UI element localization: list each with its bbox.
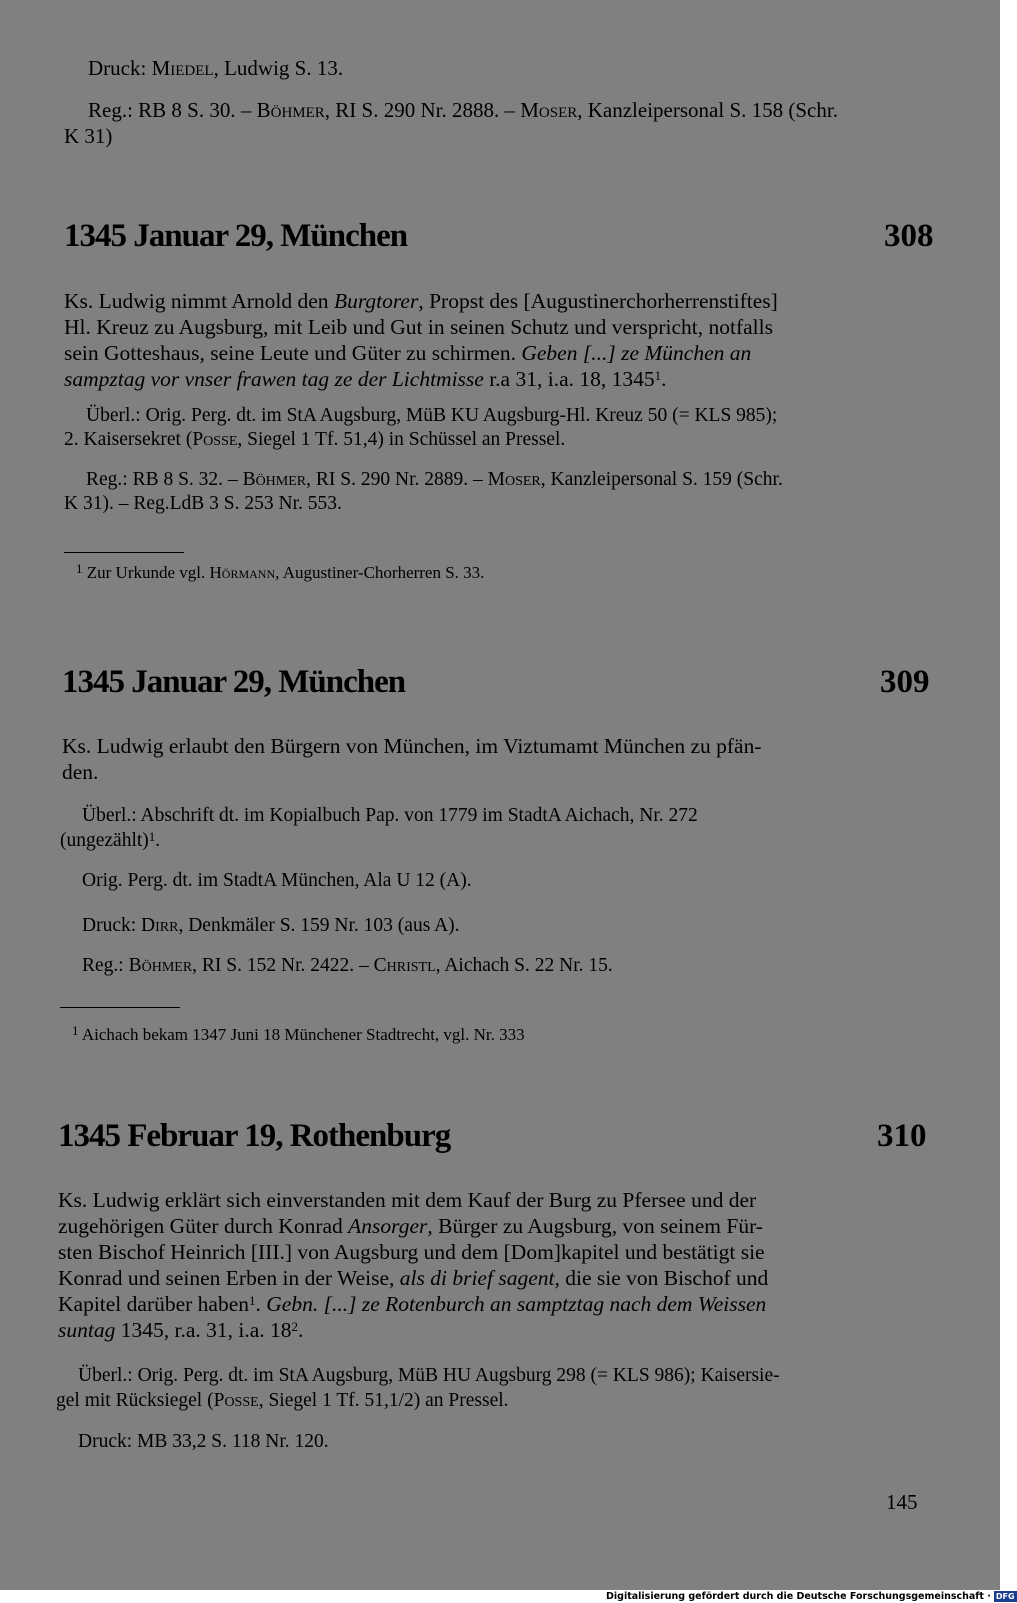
entry-title: 1345 Februar 19, Rothenburg [58, 1118, 451, 1154]
dfg-credit-footer [606, 1590, 1017, 1603]
quote-italic: als di brief sagent [399, 1266, 555, 1290]
author: Miedel [151, 56, 214, 80]
text: , RI S. 152 Nr. 2422. – [192, 955, 374, 976]
author: Moser [520, 98, 578, 122]
author: Hörmann [209, 563, 276, 582]
name-italic: Ansorger [348, 1214, 428, 1238]
text-line: Druck: MB 33,2 S. 118 Nr. 120. [78, 1431, 329, 1452]
body-line: Hl. Kreuz zu Augsburg, mit Leib und Gut in seinen Schutz und verspricht, notfalls [64, 315, 773, 339]
text: Reg.: RB 8 S. 30. – [88, 98, 257, 122]
text-line [86, 468, 783, 492]
body-line [58, 1266, 768, 1292]
credit-text: Digitalisierung gefördert durch die Deutsche Forschungsgemeinschaft · [606, 1591, 991, 1602]
text: gel mit Rücksiegel ( [56, 1390, 214, 1411]
druck-line [88, 56, 343, 81]
text: Reg.: [82, 955, 129, 976]
body-line: Kapitel darüber haben$^1$. Gebn. [...] ze Rotenburch an samptztag nach dem Weissen [58, 1292, 767, 1316]
text: , Propst des [Augustinerchorherrenstiftes] [418, 289, 778, 313]
text: Aichach bekam 1347 Juni 18 Münchener Stadtrecht, vgl. Nr. 333 [81, 1025, 525, 1044]
text: sein Gotteshaus, seine Leute und Güter zu schirmen. [64, 341, 516, 365]
footnote-mark: 1 [654, 368, 662, 383]
quote-italic: sampztag vor vnser frawen tag ze der Lichtmisse [64, 367, 484, 391]
text-line: K 31). – Reg.LdB 3 S. 253 Nr. 553. [64, 493, 342, 514]
body-line: den. [62, 760, 99, 784]
text: zugehörigen Güter durch Konrad [58, 1214, 343, 1238]
footnote-rule [60, 1007, 180, 1008]
footnote-mark: 1 [148, 829, 156, 844]
entry-number: 309 [880, 664, 930, 700]
text: , Ludwig S. 13. [213, 56, 344, 80]
footnote-mark: 2 [291, 1319, 299, 1334]
body-line: Ks. Ludwig erklärt sich einverstanden mit dem Kauf der Burg zu Pfersee und der [58, 1188, 757, 1212]
text: , Augustiner-Chorherren S. 33. [275, 563, 485, 582]
body-line [64, 289, 778, 315]
text-line: Orig. Perg. dt. im StadtA München, Ala U 12 (A). [82, 870, 472, 891]
footnote-mark: 1 [249, 1293, 256, 1308]
dfg-logo: DFG [995, 1592, 1015, 1601]
entry-number: 308 [884, 218, 934, 254]
body-line: Ks. Ludwig erlaubt den Bürgern von München, im Viztumamt München zu pfän- [62, 734, 762, 758]
text: , RI S. 290 Nr. 2889. – [306, 469, 488, 490]
text: , die sie von Bischof und [554, 1266, 769, 1290]
text: , Siegel 1 Tf. 51,1/2) an Pressel. [258, 1390, 509, 1411]
author: Christl [373, 955, 436, 976]
quote-italic: Geben [...] ze München an [521, 341, 752, 365]
body-line [64, 367, 667, 393]
entry-header [0, 664, 1000, 708]
entry-header [0, 218, 1000, 262]
text-line: Überl.: Orig. Perg. dt. im StA Augsburg, MüB KU Augsburg-Hl. Kreuz 50 (= KLS 985); [86, 405, 778, 426]
text: , Siegel 1 Tf. 51,4) in Schüssel an Pressel. [237, 429, 566, 450]
body-line: suntag 1345, r.a. 31, i.a. $18^2$. [58, 1318, 304, 1342]
text: r.a 31, i.a. 18, 1345 [483, 367, 655, 391]
entry-title: 1345 Januar 29, München [62, 664, 406, 700]
text: Reg.: RB 8 S. 32. – [86, 469, 243, 490]
text: , Bürger zu Augsburg, von seinem Für- [427, 1214, 763, 1238]
text: , Kanzleipersonal S. 158 (Schr. [577, 98, 838, 122]
author: Dirr [141, 915, 179, 936]
footnote-mark: 1 [72, 1023, 79, 1038]
page-number: 145 [886, 1490, 918, 1514]
entry-title: 1345 Januar 29, München [64, 218, 408, 254]
footnote-rule [64, 552, 184, 553]
text-line [64, 428, 565, 452]
text: , Kanzleipersonal S. 159 (Schr. [540, 469, 783, 490]
entry-header [0, 1118, 1000, 1162]
author: Böhmer [242, 469, 307, 490]
author: Posse [192, 429, 238, 450]
text: Druck: [82, 915, 142, 936]
text: 2. Kaisersekret ( [64, 429, 193, 450]
quote-italic: Gebn. [...] ze Rotenburch an samptztag nach dem Weissen [266, 1292, 767, 1316]
body-line: sten Bischof Heinrich [III.] von Augsburg und dem [Dom]kapitel und bestätigt sie [58, 1240, 765, 1264]
text: (ungezählt) [60, 830, 149, 851]
text: Kapitel darüber haben [58, 1292, 250, 1316]
entry-number: 310 [877, 1118, 927, 1154]
body-line [58, 1214, 763, 1240]
scanned-page: Druck: Miedel, Ludwig S. 13. Reg.: RB 8 S. 30. – Böhmer, RI S. 290 Nr. 2888. – Moser, Kanzleipersonal S. 158 (Schr. K 31) 1345 Januar 29, München 308 Ks. Ludwig nimmt Arnold den Burgtorer, Propst des [Augustinerchorherrenstiftes] Hl. Kreuz zu Augsburg, mit Leib und Gut in seinen Schutz und verspricht, notfalls sein Gotteshaus, seine Leute und Güter zu schirmen. Geben [...] ze München an sampztag vor vnser frawen tag ze der Lichtmisse r.a 31, i.a. 18, 1345$^1$. Überl.: Orig. Perg. dt. im StA Augsburg, MüB KU Augsburg-Hl. Kreuz 50 (= KLS 985); 2. Kaisersekret (Posse, Siegel 1 Tf. 51,4) in Schüssel an Pressel. Reg.: RB 8 S. 32. – Böhmer, RI S. 290 Nr. 2889. – Moser, Kanzleipersonal S. 159 (Schr. K 31). – Reg.LdB 3 S. 253 Nr. 553. $^1$ Zur Urkunde vgl. Hörmann, Augustiner-Chorherren S. 33. 1345 Januar 29, München 309 Ks. Ludwig erlaubt den Bürgern von München, im Viztumamt München zu pfän- den. Überl.: Abschrift dt. im Kopialbuch Pap. von 1779 im StadtA Aichach, Nr. 272 (ungezählt)$^1$. Orig. Perg. dt. im StadtA München, Ala U 12 (A). Druck: Dirr, Denkmäler S. 159 Nr. 103 (aus A). Reg.: Böhmer, RI S. 152 Nr. 2422. – Christl, Aichach S. 22 Nr. 15. $^1$ Aichach bekam 1347 Juni 18 Münchener Stadtrecht, vgl. Nr. 333 1345 Februar 19, Rothenburg 310 Ks. Ludwig erklärt sich einverstanden mit dem Kauf der Burg zu Pfersee und der zugehörigen Güter durch Konrad Ansorger, Bürger zu Augsburg, von seinem Für- sten Bischof Heinrich [III.] von Augsburg und dem [Dom]kapitel und bestätigt sie Konrad und seinen Erben in der Weise, als di brief sagent, die sie von Bischof und Kapitel darüber haben$^1$. Gebn. [...] ze Rotenburch an samptztag nach dem Weissen suntag 1345, r.a. 31, i.a. $18^2$. Überl.: Orig. Perg. dt. im StA Augsburg, MüB HU Augsburg 298 (= KLS 986); Kaisersie- gel mit Rücksiegel (Posse, Siegel 1 Tf. 51,1/2) an Pressel. Druck: MB 33,2 S. 118 Nr. 120. 145 [0, 0, 1000, 1590]
name-italic: Burgtorer [333, 289, 419, 313]
author: Böhmer [256, 98, 325, 122]
text: , Denkmäler S. 159 Nr. 103 (aus A). [178, 915, 460, 936]
author: Moser [487, 469, 541, 490]
label: Druck: [88, 56, 147, 80]
text: Zur Urkunde vgl. [86, 563, 206, 582]
author: Posse [213, 1390, 259, 1411]
text: , RI S. 290 Nr. 2888. – [324, 98, 521, 122]
author: Böhmer [128, 955, 193, 976]
reg-line [88, 98, 838, 123]
text: . [661, 367, 667, 391]
text: , Aichach S. 22 Nr. 15. [435, 955, 613, 976]
reg-line-continued: K 31) [64, 124, 113, 148]
body-line [64, 341, 751, 367]
text: 1345, r.a. 31, i.a. 18 [115, 1318, 292, 1342]
text: Konrad und seinen Erben in der Weise, [58, 1266, 395, 1290]
text: Ks. Ludwig nimmt Arnold den [64, 289, 329, 313]
text-line: Überl.: Orig. Perg. dt. im StA Augsburg, MüB HU Augsburg 298 (= KLS 986); Kaisersie- [78, 1365, 780, 1386]
footnote-mark: 1 [76, 561, 83, 576]
text-line: Überl.: Abschrift dt. im Kopialbuch Pap. von 1779 im StadtA Aichach, Nr. 272 [82, 805, 698, 826]
quote-italic: suntag [58, 1318, 116, 1342]
